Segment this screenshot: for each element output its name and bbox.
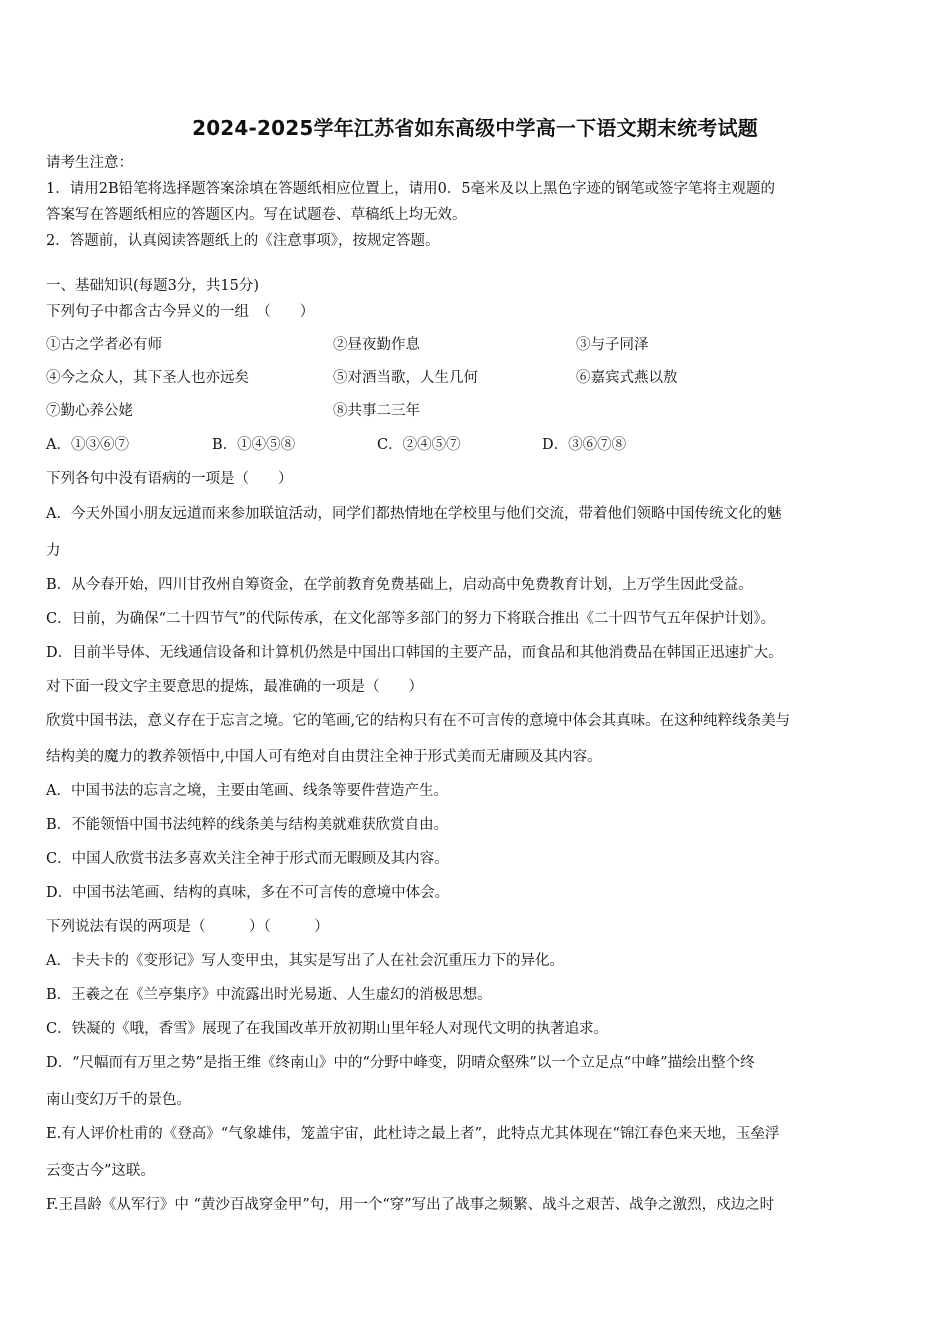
q2-option-c: C．日前，为确保“二十四节气”的代际传承，在文化部等多部门的努力下将联合推出《二十四节气五年保护计划》。 bbox=[46, 611, 776, 627]
notice-item-2: 2．答题前，认真阅读答题纸上的《注意事项》，按规定答题。 bbox=[46, 233, 440, 249]
q1-stem: 下列句子中都含古今异义的一组 （ ） bbox=[46, 304, 315, 320]
q2-option-b: B．从今春开始，四川甘孜州自筹资金，在学前教育免费基础上，启动高中免费教育计划，上万学生因此受益。 bbox=[46, 577, 753, 593]
q4-option-d-line-1: D．“尺幅而有万里之势”是指王维《终南山》中的“分野中峰变，阴晴众壑殊”以一个立足点“中峰”描绘出整个终 bbox=[46, 1055, 755, 1071]
q4-option-a: A．卡夫卡的《变形记》写人变甲虫，其实是写出了人在社会沉重压力下的异化。 bbox=[46, 953, 564, 969]
q1-option-a: A．①③⑥⑦ bbox=[46, 437, 129, 453]
q3-option-d: D．中国书法笔画、结构的真味，多在不可言传的意境中体会。 bbox=[46, 885, 450, 901]
q3-passage-line-1: 欣赏中国书法，意义存在于忘言之境。它的笔画,它的结构只有在不可言传的意境中体会其真味。在这种纯粹线条美与 bbox=[46, 713, 791, 729]
notice-block bbox=[46, 150, 906, 254]
q1-item-1: ①古之学者必有师 bbox=[46, 337, 162, 353]
q1-option-c: C．②④⑤⑦ bbox=[377, 437, 461, 453]
q1-item-2: ②昼夜勤作息 bbox=[333, 337, 420, 353]
q4-option-b: B．王羲之在《兰亭集序》中流露出时光易逝、人生虚幻的消极思想。 bbox=[46, 987, 492, 1003]
q4-option-e-line-1: E.有人评价杜甫的《登高》“气象雄伟，笼盖宇宙，此杜诗之最上者”，此特点尤其体现在“锦江春色来天地，玉垒浮 bbox=[46, 1126, 780, 1142]
q4-option-c: C．铁凝的《哦，香雪》展现了在我国改革开放初期山里年轻人对现代文明的执著追求。 bbox=[46, 1021, 609, 1037]
notice-item-1-line-1: 1．请用2B铅笔将选择题答案涂填在答题纸相应位置上，请用0．5毫米及以上黑色字迹的钢笔或签字笔将主观题的 bbox=[46, 181, 776, 197]
q3-option-b: B．不能领悟中国书法纯粹的线条美与结构美就难获欣赏自由。 bbox=[46, 817, 449, 833]
q1-option-d: D．③⑥⑦⑧ bbox=[542, 437, 627, 453]
q2-stem: 下列各句中没有语病的一项是（ ） bbox=[46, 471, 293, 487]
q3-stem: 对下面一段文字主要意思的提炼，最准确的一项是（ ） bbox=[46, 679, 423, 695]
q4-option-f-line-1: F.王昌龄《从军行》中 “黄沙百战穿金甲”句，用一个“穿”写出了战事之频繁、战斗之艰苦、战争之激烈，戍边之时 bbox=[46, 1197, 775, 1213]
q2-option-a-line-1: A．今天外国小朋友远道而来参加联谊活动，同学们都热情地在学校里与他们交流，带着他们领略中国传统文化的魅 bbox=[46, 506, 782, 522]
section-1-heading: 一、基础知识(每题3分，共15分) bbox=[46, 278, 259, 294]
q4-option-e-line-2: 云变古今”这联。 bbox=[46, 1163, 155, 1179]
q1-item-3: ③与子同泽 bbox=[576, 337, 649, 353]
q2-option-d: D．目前半导体、无线通信设备和计算机仍然是中国出口韩国的主要产品，而食品和其他消费品在韩国正迅速扩大。 bbox=[46, 645, 783, 661]
q2-option-a-line-2: 力 bbox=[46, 543, 61, 559]
q3-option-c: C．中国人欣赏书法多喜欢关注全神于形式而无暇顾及其内容。 bbox=[46, 851, 449, 867]
q3-option-a: A．中国书法的忘言之境，主要由笔画、线条等要件营造产生。 bbox=[46, 783, 448, 799]
q1-item-5: ⑤对酒当歌，人生几何 bbox=[333, 370, 478, 386]
q1-item-6: ⑥嘉宾式燕以敖 bbox=[576, 370, 678, 386]
q1-option-b: B．①④⑤⑧ bbox=[212, 437, 296, 453]
notice-item-1-line-2: 答案写在答题纸相应的答题区内。写在试题卷、草稿纸上均无效。 bbox=[46, 207, 467, 223]
q1-item-8: ⑧共事二三年 bbox=[333, 403, 420, 419]
q1-item-4: ④今之众人，其下圣人也亦远矣 bbox=[46, 370, 249, 386]
q3-passage-line-2: 结构美的魔力的教养领悟中,中国人可有绝对自由贯注全神于形式美而无庸顾及其内容。 bbox=[46, 749, 602, 765]
q4-stem: 下列说法有误的两项是（ ）（ ） bbox=[46, 919, 329, 935]
q4-option-d-line-2: 南山变幻万千的景色。 bbox=[46, 1092, 191, 1108]
notice-heading: 请考生注意： bbox=[46, 155, 133, 171]
q1-item-7: ⑦勤心养公姥 bbox=[46, 403, 133, 419]
exam-title: 2024-2025学年江苏省如东高级中学高一下语文期末统考试题 bbox=[192, 116, 758, 140]
